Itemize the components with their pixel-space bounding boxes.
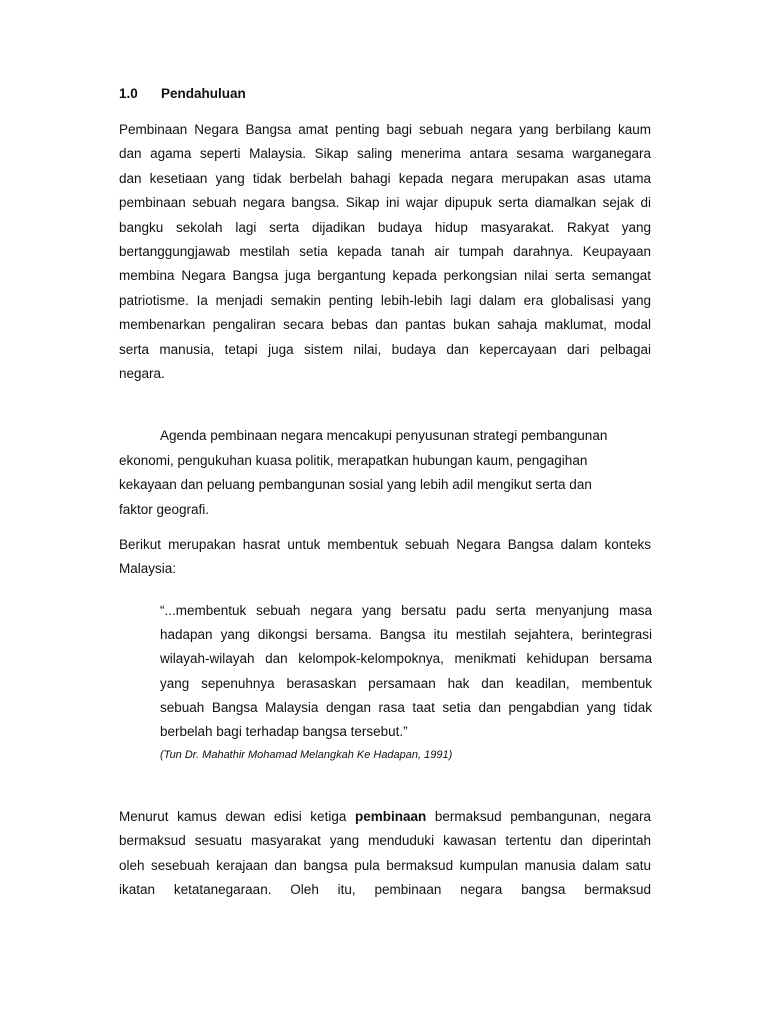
definition-text-after: bermaksud pembangunan, negara (426, 809, 651, 824)
paragraph-line: negara. (119, 366, 165, 382)
quote-line: “...membentuk sebuah negara yang bersatu padu serta menyanjung masa (160, 603, 652, 618)
definition-text-before: Menurut kamus dewan edisi ketiga (119, 809, 355, 824)
paragraph-line: oleh sesebuah kerajaan dan bangsa pula bermaksud kumpulan manusia dalam satu (119, 857, 651, 873)
paragraph-line: bertanggungjawab mestilah setia kepada tanah air tumpah darahnya. Keupayaan (119, 244, 651, 260)
paragraph-line: faktor geografi. (119, 501, 210, 517)
paragraph-aspiration-intro (119, 533, 651, 582)
paragraph-line: dan agama seperti Malaysia. Sikap saling menerima antara sesama warganegara (119, 146, 651, 162)
quote-line: yang sepenuhnya berasaskan persamaan hak dan keadilan, membentuk (160, 675, 652, 691)
paragraph-line: Berikut merupakan hasrat untuk membentuk sebuah Negara Bangsa dalam konteks (119, 537, 651, 552)
paragraph-line: Pembinaan Negara Bangsa amat penting bagi sebuah negara yang berbilang kaum (119, 122, 651, 137)
paragraph-line: Agenda pembinaan negara mencakupi penyusunan strategi pembangunan (160, 428, 608, 443)
section-number: 1.0 (119, 86, 138, 101)
paragraph-line: serta manusia, tetapi juga sistem nilai, budaya dan kepercayaan dari pelbagai (119, 341, 651, 357)
paragraph-line: pembinaan sebuah negara bangsa. Sikap ini wajar dipupuk serta diamalkan sejak di (119, 195, 651, 211)
paragraph-line: membenarkan pengaliran secara bebas dan pantas bukan sahaja maklumat, modal (119, 317, 651, 333)
paragraph-line: bermaksud sesuatu masyarakat yang menduduki kawasan tertentu dan diperintah (119, 833, 651, 849)
paragraph-line: ekonomi, pengukuhan kuasa politik, merapatkan hubungan kaum, pengagihan (119, 452, 588, 468)
quote-line: berbelah bagi terhadap bangsa tersebut.” (160, 724, 408, 740)
paragraph-definition (119, 805, 651, 903)
paragraph-line: dan kesetiaan yang tidak berbelah bahagi kepada negara merupakan asas utama (119, 170, 651, 186)
paragraph-line: Malaysia: (119, 561, 177, 577)
paragraph-line: bangku sekolah lagi serta dijadikan budaya hidup masyarakat. Rakyat yang (119, 219, 651, 235)
paragraph-line: ikatan ketatanegaraan. Oleh itu, pembinaan negara bangsa bermaksud (119, 882, 651, 898)
quote-block (160, 599, 652, 744)
paragraph-line: membina Negara Bangsa juga bergantung kepada perkongsian nilai serta semangat (119, 268, 651, 284)
section-title: Pendahuluan (161, 86, 246, 101)
paragraph-agenda (119, 424, 651, 522)
quote-line: hadapan yang dikongsi bersama. Bangsa itu mestilah sejahtera, berintegrasi (160, 627, 652, 643)
paragraph-line (119, 805, 651, 829)
quote-citation: (Tun Dr. Mahathir Mohamad Melangkah Ke Hadapan, 1991) (160, 749, 453, 761)
quote-line: wilayah-wilayah dan kelompok-kelompoknya, menikmati kehidupan bersama (160, 651, 652, 667)
quote-line: sebuah Bangsa Malaysia dengan rasa taat setia dan pengabdian yang tidak (160, 699, 652, 715)
paragraph-line: kekayaan dan peluang pembangunan sosial yang lebih adil mengikut serta dan (119, 477, 592, 493)
section-heading (119, 86, 246, 101)
definition-term-bold: pembinaan (354, 809, 427, 824)
paragraph-introduction (119, 118, 651, 386)
paragraph-line: patriotisme. Ia menjadi semakin penting lebih-lebih lagi dalam era globalisasi yang (119, 292, 651, 308)
